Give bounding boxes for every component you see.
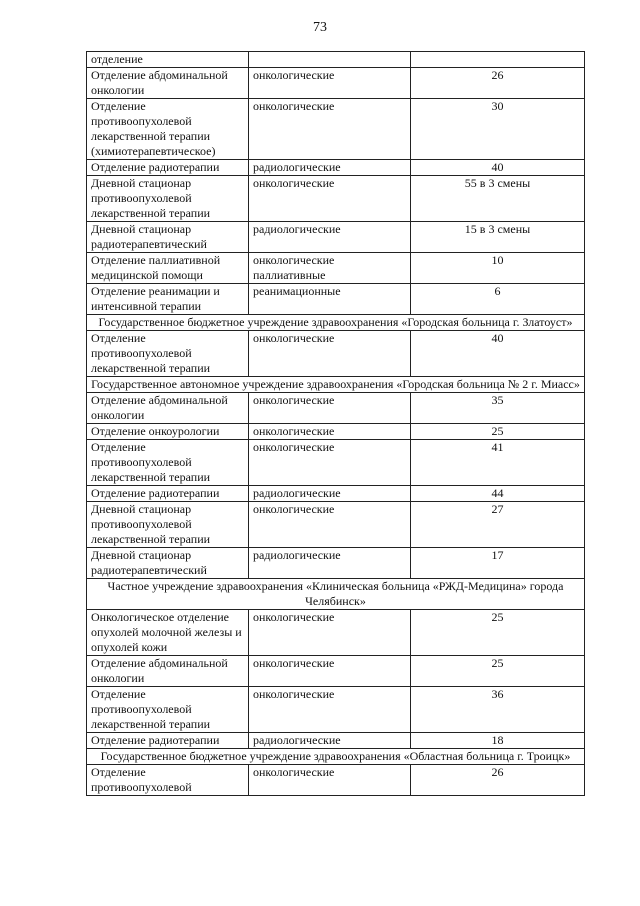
bed-count-cell: 25 — [411, 424, 585, 440]
table-row — [87, 253, 585, 284]
table-row — [87, 656, 585, 687]
department-cell: Отделение абдоминальной онкологии — [87, 68, 249, 99]
organization-row — [87, 749, 585, 765]
bed-count-cell: 40 — [411, 331, 585, 377]
table-row — [87, 548, 585, 579]
organization-name: Государственное автономное учреждение здравоохранения «Городская больница № 2 г. Миасс» — [87, 377, 585, 393]
table-row — [87, 502, 585, 548]
organization-row — [87, 315, 585, 331]
department-cell: Дневной стационар противоопухолевой лекарственной терапии — [87, 176, 249, 222]
bed-count-cell: 27 — [411, 502, 585, 548]
department-cell: Отделение онкоурологии — [87, 424, 249, 440]
bed-profile-cell: онкологические — [249, 176, 411, 222]
table-row — [87, 222, 585, 253]
table-row — [87, 687, 585, 733]
bed-profile-cell: радиологические — [249, 486, 411, 502]
department-cell: Отделение абдоминальной онкологии — [87, 393, 249, 424]
bed-profile-cell: онкологические — [249, 610, 411, 656]
bed-count-cell: 30 — [411, 99, 585, 160]
organization-row — [87, 579, 585, 610]
table-row — [87, 733, 585, 749]
table-row — [87, 440, 585, 486]
bed-profile-cell: онкологические — [249, 331, 411, 377]
bed-count-cell — [411, 52, 585, 68]
organization-name: Государственное бюджетное учреждение здравоохранения «Областная больница г. Троицк» — [87, 749, 585, 765]
table-row — [87, 160, 585, 176]
bed-profile-cell: радиологические — [249, 222, 411, 253]
bed-profile-cell: онкологические — [249, 656, 411, 687]
bed-count-cell: 26 — [411, 765, 585, 796]
organization-name: Государственное бюджетное учреждение здравоохранения «Городская больница г. Златоуст» — [87, 315, 585, 331]
table-row — [87, 99, 585, 160]
department-cell: Отделение противоопухолевой лекарственной терапии (химиотерапевтическое) — [87, 99, 249, 160]
bed-count-cell: 26 — [411, 68, 585, 99]
department-cell: Отделение абдоминальной онкологии — [87, 656, 249, 687]
page-number: 73 — [313, 20, 327, 35]
bed-profile-cell: радиологические — [249, 733, 411, 749]
bed-profile-cell: онкологические паллиативные — [249, 253, 411, 284]
bed-count-cell: 18 — [411, 733, 585, 749]
bed-profile-cell: онкологические — [249, 765, 411, 796]
bed-profile-cell: онкологические — [249, 502, 411, 548]
table-row — [87, 393, 585, 424]
organization-name: Частное учреждение здравоохранения «Клиническая больница «РЖД-Медицина» города Челябинск» — [87, 579, 585, 610]
bed-profile-cell: онкологические — [249, 393, 411, 424]
bed-count-cell: 36 — [411, 687, 585, 733]
bed-count-cell: 25 — [411, 610, 585, 656]
organization-row — [87, 377, 585, 393]
department-cell: Отделение противоопухолевой лекарственной терапии — [87, 687, 249, 733]
department-cell: Отделение радиотерапии — [87, 160, 249, 176]
table-row — [87, 68, 585, 99]
department-cell: Онкологическое отделение опухолей молочной железы и опухолей кожи — [87, 610, 249, 656]
table-row — [87, 486, 585, 502]
bed-count-cell: 25 — [411, 656, 585, 687]
department-cell: Дневной стационар радиотерапевтический — [87, 548, 249, 579]
bed-count-cell: 35 — [411, 393, 585, 424]
bed-profile-cell — [249, 52, 411, 68]
bed-fund-table — [86, 51, 585, 796]
table-row — [87, 176, 585, 222]
table-row — [87, 331, 585, 377]
bed-count-cell: 41 — [411, 440, 585, 486]
bed-count-cell: 44 — [411, 486, 585, 502]
department-cell: Отделение противоопухолевой — [87, 765, 249, 796]
bed-count-cell: 55 в 3 смены — [411, 176, 585, 222]
table-row — [87, 424, 585, 440]
bed-profile-cell: радиологические — [249, 160, 411, 176]
table-row — [87, 765, 585, 796]
bed-profile-cell: онкологические — [249, 424, 411, 440]
department-cell: Отделение радиотерапии — [87, 486, 249, 502]
bed-profile-cell: онкологические — [249, 687, 411, 733]
bed-profile-cell: онкологические — [249, 99, 411, 160]
bed-profile-cell: онкологические — [249, 440, 411, 486]
department-cell: Дневной стационар радиотерапевтический — [87, 222, 249, 253]
department-cell: Отделение паллиативной медицинской помощи — [87, 253, 249, 284]
department-cell: Отделение противоопухолевой лекарственной терапии — [87, 440, 249, 486]
department-cell: Отделение реанимации и интенсивной терапии — [87, 284, 249, 315]
department-cell: отделение — [87, 52, 249, 68]
bed-profile-cell: онкологические — [249, 68, 411, 99]
bed-count-cell: 17 — [411, 548, 585, 579]
bed-count-cell: 10 — [411, 253, 585, 284]
department-cell: Дневной стационар противоопухолевой лекарственной терапии — [87, 502, 249, 548]
department-cell: Отделение радиотерапии — [87, 733, 249, 749]
table-row — [87, 284, 585, 315]
bed-profile-cell: реанимационные — [249, 284, 411, 315]
bed-count-cell: 40 — [411, 160, 585, 176]
table-row — [87, 52, 585, 68]
department-cell: Отделение противоопухолевой лекарственной терапии — [87, 331, 249, 377]
bed-count-cell: 15 в 3 смены — [411, 222, 585, 253]
bed-count-cell: 6 — [411, 284, 585, 315]
bed-profile-cell: радиологические — [249, 548, 411, 579]
table-row — [87, 610, 585, 656]
